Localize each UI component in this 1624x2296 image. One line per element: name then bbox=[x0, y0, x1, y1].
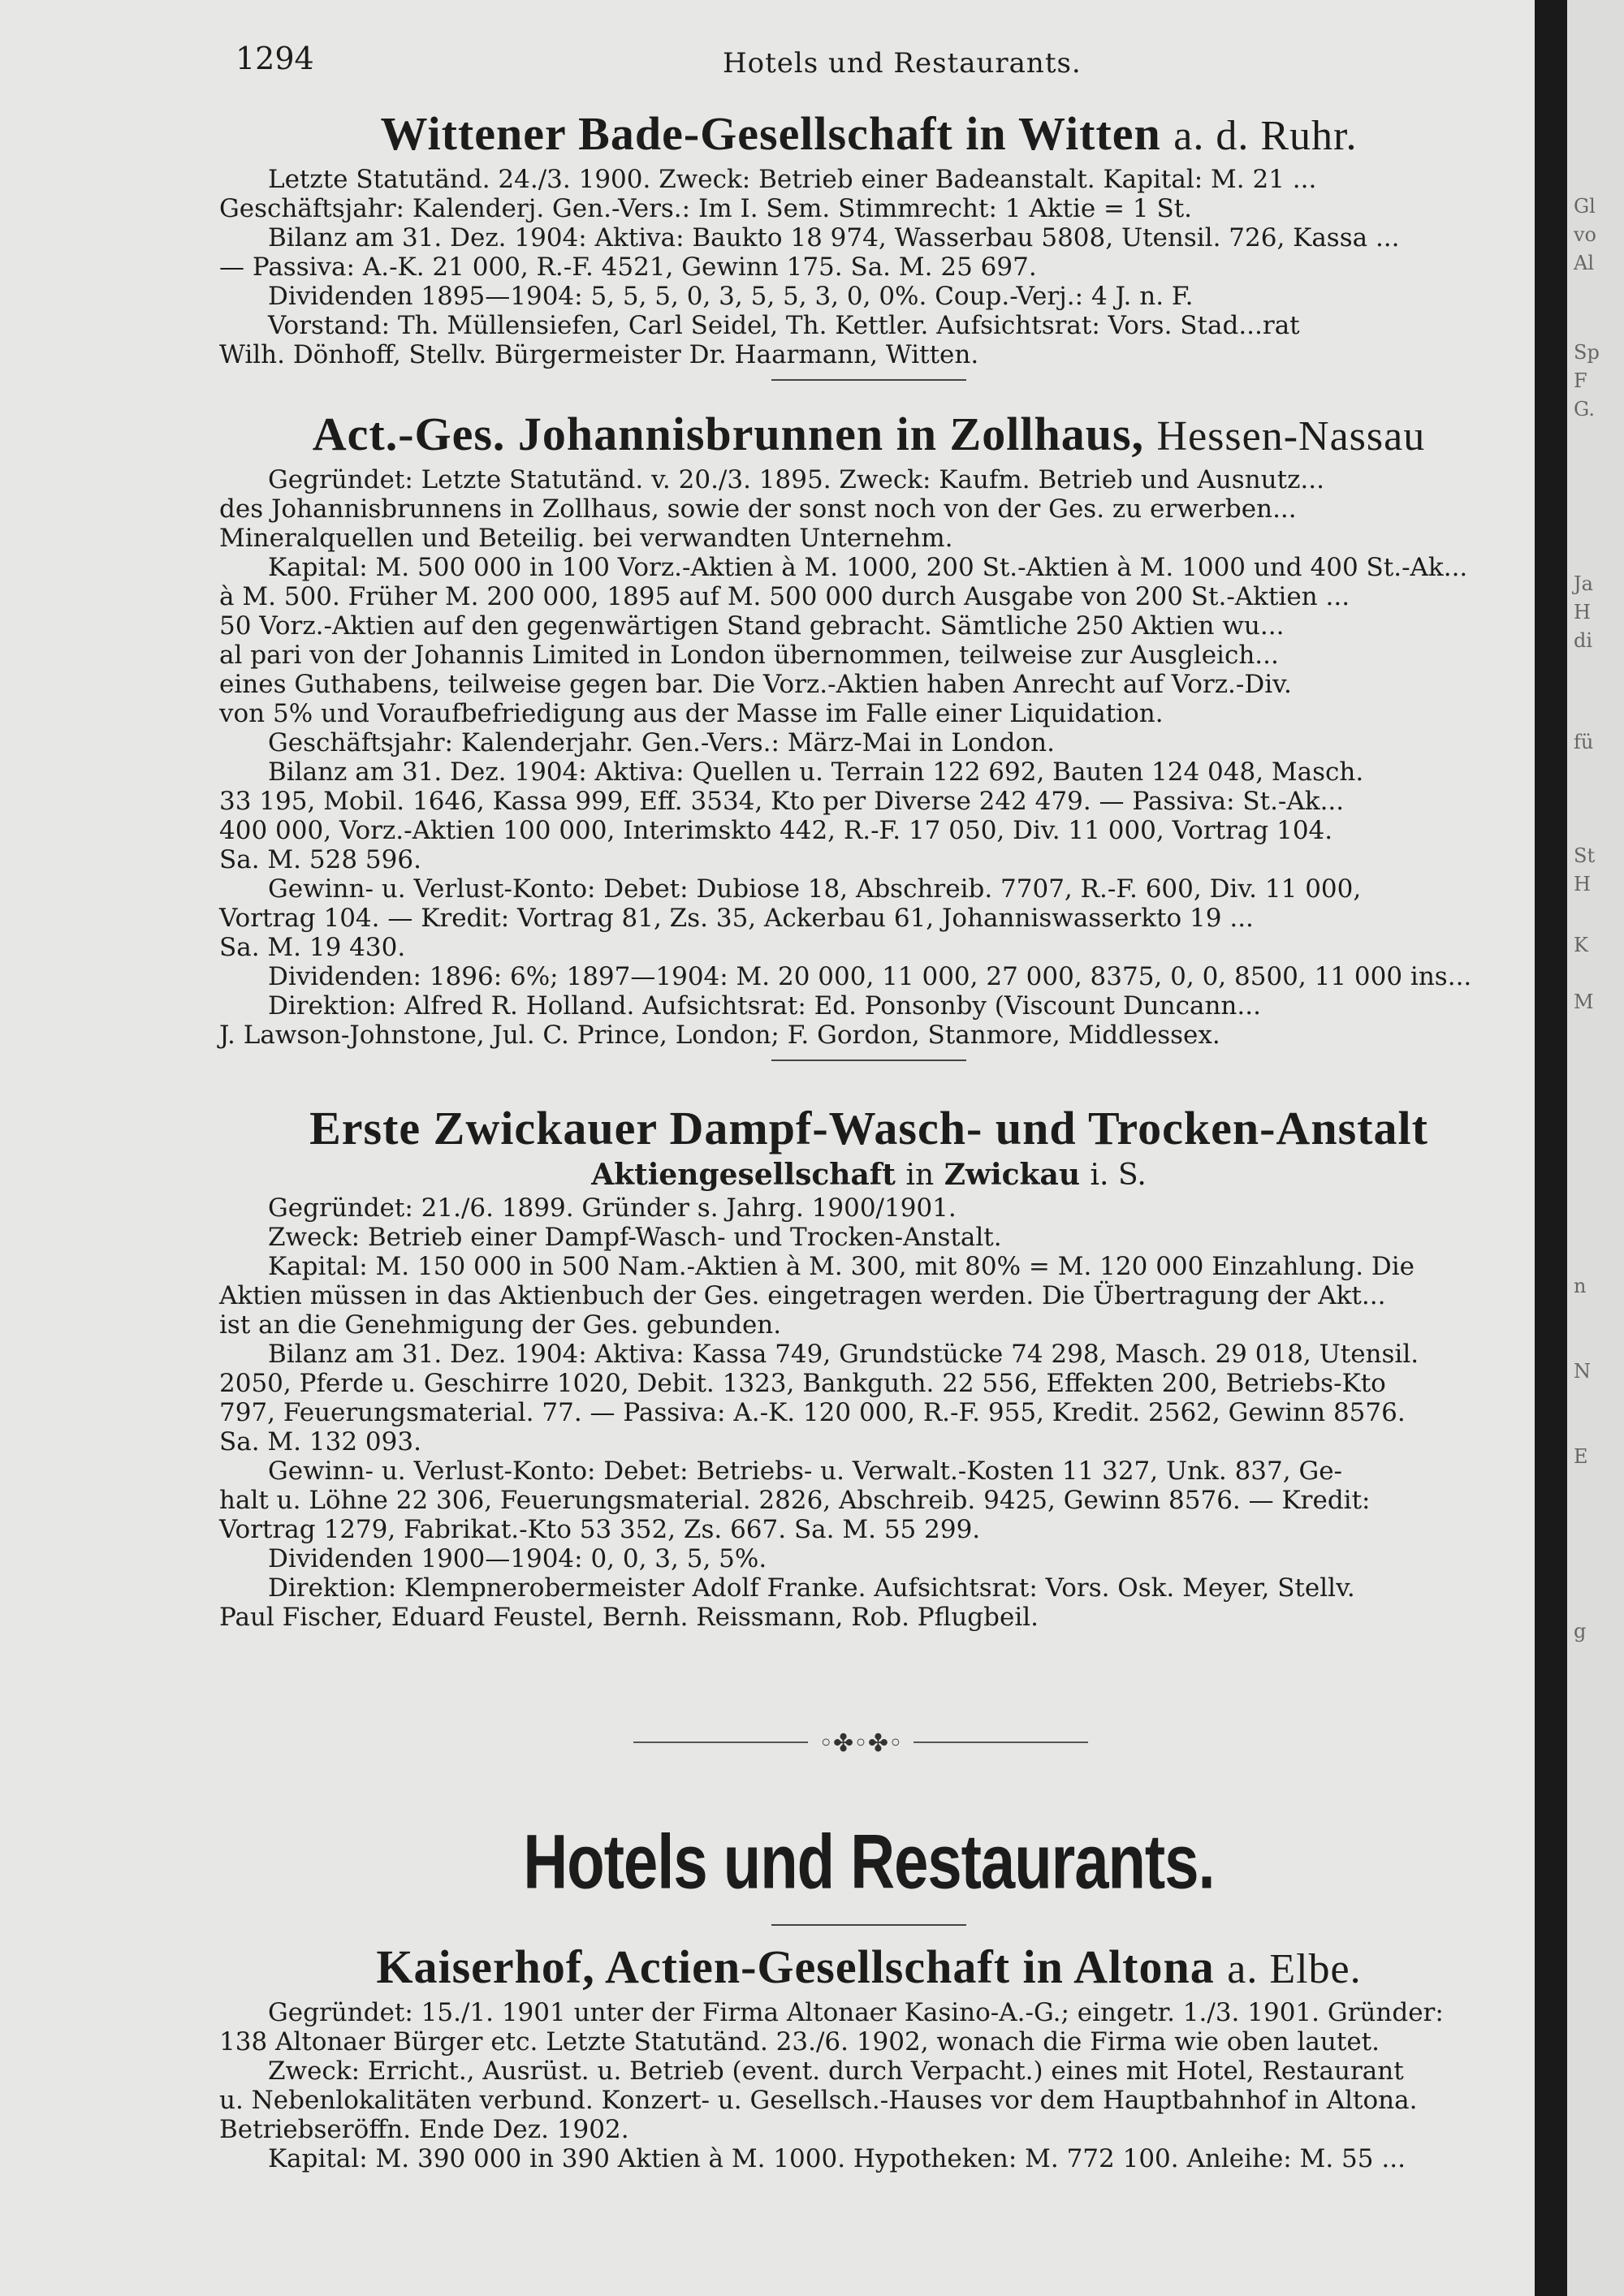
entry-line: Vortrag 1279, Fabrikat.-Kto 53 352, Zs. 667. Sa. M. 55 299. bbox=[219, 1515, 981, 1544]
section-divider bbox=[771, 379, 966, 381]
entry-line: Gegründet: Letzte Statutänd. v. 20./3. 1895. Zweck: Kaufm. Betrieb und Ausnutz... bbox=[268, 465, 1324, 494]
page-number: 1294 bbox=[235, 41, 314, 76]
entry-line: à M. 500. Früher M. 200 000, 1895 auf M. 500 000 durch Ausgabe von 200 St.-Aktien ... bbox=[219, 582, 1350, 611]
entry-line: Dividenden: 1896: 6%; 1897—1904: M. 20 000, 11 000, 27 000, 8375, 0, 0, 8500, 11 000 ins... bbox=[268, 962, 1472, 991]
entry-line: Direktion: Klempnerobermeister Adolf Franke. Aufsichtsrat: Vors. Osk. Meyer, Stellv. bbox=[268, 1573, 1355, 1603]
entry-line: Bilanz am 31. Dez. 1904: Aktiva: Quellen u. Terrain 122 692, Bauten 124 048, Masch. bbox=[268, 757, 1364, 787]
ornament-divider: ◦✤◦✤◦ bbox=[633, 1729, 1088, 1754]
entry-line: 50 Vorz.-Aktien auf den gegenwärtigen Stand gebracht. Sämtliche 250 Aktien wu... bbox=[219, 611, 1285, 641]
entry-title: Erste Zwickauer Dampf-Wasch- und Trocken-Anstalt bbox=[309, 1102, 1428, 1154]
entry-line: Kapital: M. 500 000 in 100 Vorz.-Aktien à M. 1000, 200 St.-Aktien à M. 1000 und 400 St.-Ak... bbox=[268, 553, 1468, 582]
entry-line: — Passiva: A.-K. 21 000, R.-F. 4521, Gewinn 175. Sa. M. 25 697. bbox=[219, 252, 1037, 282]
section-divider bbox=[771, 1060, 966, 1061]
entry-line: Vortrag 104. — Kredit: Vortrag 81, Zs. 35, Ackerbau 61, Johanniswasserkto 19 ... bbox=[219, 904, 1254, 933]
entry-line: al pari von der Johannis Limited in London übernommen, teilweise zur Ausgleich... bbox=[219, 641, 1279, 670]
entry-line: Dividenden 1895—1904: 5, 5, 5, 0, 3, 5, 5, 3, 0, 0%. Coup.-Verj.: 4 J. n. F. bbox=[268, 282, 1194, 311]
entry-line: ist an die Genehmigung der Ges. gebunden. bbox=[219, 1310, 782, 1340]
entry-line: Zweck: Erricht., Ausrüst. u. Betrieb (event. durch Verpacht.) eines mit Hotel, Restaurant bbox=[268, 2056, 1404, 2086]
entry-title: Kaiserhof, Actien-Gesellschaft in Altona a. Elbe. bbox=[376, 1940, 1362, 1993]
entry-line: Sa. M. 19 430. bbox=[219, 933, 406, 962]
entry-line: Sa. M. 132 093. bbox=[219, 1427, 421, 1457]
entry-line: Letzte Statutänd. 24./3. 1900. Zweck: Betrieb einer Badeanstalt. Kapital: M. 21 ... bbox=[268, 165, 1317, 194]
entry-zwickauer bbox=[219, 1100, 1518, 1632]
entry-title: Wittener Bade-Gesellschaft in Witten a. d. Ruhr. bbox=[380, 107, 1358, 160]
entry-line: 2050, Pferde u. Geschirre 1020, Debit. 1323, Bankguth. 22 556, Effekten 200, Betriebs-Kto bbox=[219, 1369, 1386, 1398]
entry-line: Bilanz am 31. Dez. 1904: Aktiva: Kassa 749, Grundstücke 74 298, Masch. 29 018, Utensil. bbox=[268, 1340, 1419, 1369]
entry-title: Act.-Ges. Johannisbrunnen in Zollhaus, Hessen-Nassau bbox=[312, 408, 1426, 460]
section-heading: Hotels und Restaurants. bbox=[523, 1819, 1215, 1905]
entry-line: Gegründet: 15./1. 1901 unter der Firma Altonaer Kasino-A.-G.; eingetr. 1./3. 1901. Gründer: bbox=[268, 1998, 1444, 2027]
page-header bbox=[235, 41, 1518, 89]
entry-line: Sa. M. 528 596. bbox=[219, 845, 421, 874]
entry-line: Aktien müssen in das Aktienbuch der Ges. eingetragen werden. Die Übertragung der Akt... bbox=[219, 1281, 1386, 1310]
entry-line: eines Guthabens, teilweise gegen bar. Die Vorz.-Aktien haben Anrecht auf Vorz.-Div. bbox=[219, 670, 1292, 699]
entry-line: des Johannisbrunnens in Zollhaus, sowie der sonst noch von der Ges. zu erwerben... bbox=[219, 494, 1297, 524]
entry-line: Kapital: M. 150 000 in 500 Nam.-Aktien à M. 300, mit 80% = M. 120 000 Einzahlung. Die bbox=[268, 1252, 1415, 1281]
entry-line: 138 Altonaer Bürger etc. Letzte Statutänd. 23./6. 1902, wonach die Firma wie oben lautet. bbox=[219, 2027, 1380, 2056]
entry-line: Direktion: Alfred R. Holland. Aufsichtsrat: Ed. Ponsonby (Viscount Duncann... bbox=[268, 991, 1261, 1021]
entry-line: Bilanz am 31. Dez. 1904: Aktiva: Baukto 18 974, Wasserbau 5808, Utensil. 726, Kassa ... bbox=[268, 223, 1400, 252]
entry-line: von 5% und Voraufbefriedigung aus der Masse im Falle einer Liquidation. bbox=[219, 699, 1164, 728]
book-spine-shadow bbox=[1535, 0, 1567, 2296]
adjacent-page-edge: Gl vo Al Sp F G. Ja H di fü St H K M n N E g bbox=[1567, 0, 1624, 2296]
entry-wittener bbox=[219, 106, 1518, 394]
entry-subtitle: Aktiengesellschaft in Zwickau i. S. bbox=[591, 1158, 1147, 1192]
entry-line: Zweck: Betrieb einer Dampf-Wasch- und Trocken-Anstalt. bbox=[268, 1223, 1002, 1252]
entry-line: Vorstand: Th. Müllensiefen, Carl Seidel, Th. Kettler. Aufsichtsrat: Vors. Stad...rat bbox=[268, 311, 1300, 340]
entry-line: 400 000, Vorz.-Aktien 100 000, Interimskto 442, R.-F. 17 050, Div. 11 000, Vortrag 104. bbox=[219, 816, 1333, 845]
entry-kaiserhof bbox=[219, 1924, 1518, 2173]
entry-line: halt u. Löhne 22 306, Feuerungsmaterial. 2826, Abschreib. 9425, Gewinn 8576. — Kredit: bbox=[219, 1486, 1371, 1515]
entry-line: Mineralquellen und Beteilig. bei verwandten Unternehm. bbox=[219, 524, 953, 553]
entry-line: Geschäftsjahr: Kalenderjahr. Gen.-Vers.: März-Mai in London. bbox=[268, 728, 1055, 757]
entry-line: u. Nebenlokalitäten verbund. Konzert- u. Gesellsch.-Hauses vor dem Hauptbahnhof in Altona. bbox=[219, 2086, 1418, 2115]
running-title: Hotels und Restaurants. bbox=[723, 47, 1082, 80]
entry-line: J. Lawson-Johnstone, Jul. C. Prince, London; F. Gordon, Stanmore, Middlessex. bbox=[219, 1021, 1220, 1050]
entry-line: Kapital: M. 390 000 in 390 Aktien à M. 1000. Hypotheken: M. 772 100. Anleihe: M. 55 ... bbox=[268, 2144, 1406, 2173]
entry-line: Gegründet: 21./6. 1899. Gründer s. Jahrg. 1900/1901. bbox=[268, 1193, 957, 1223]
entry-line: Paul Fischer, Eduard Feustel, Bernh. Reissmann, Rob. Pflugbeil. bbox=[219, 1603, 1039, 1632]
entry-line: Wilh. Dönhoff, Stellv. Bürgermeister Dr. Haarmann, Witten. bbox=[219, 340, 979, 369]
entry-line: 797, Feuerungsmaterial. 77. — Passiva: A.-K. 120 000, R.-F. 955, Kredit. 2562, Gewinn 8576. bbox=[219, 1398, 1406, 1427]
entry-line: Geschäftsjahr: Kalenderj. Gen.-Vers.: Im I. Sem. Stimmrecht: 1 Aktie = 1 St. bbox=[219, 194, 1193, 223]
section-divider bbox=[771, 1924, 966, 1926]
entry-line: Gewinn- u. Verlust-Konto: Debet: Betriebs- u. Verwalt.-Kosten 11 327, Unk. 837, Ge- bbox=[268, 1457, 1343, 1486]
entry-johannisbrunnen bbox=[219, 406, 1518, 1074]
entry-line: Betriebseröffn. Ende Dez. 1902. bbox=[219, 2115, 629, 2144]
entry-line: Gewinn- u. Verlust-Konto: Debet: Dubiose 18, Abschreib. 7707, R.-F. 600, Div. 11 000, bbox=[268, 874, 1362, 904]
entry-line: Dividenden 1900—1904: 0, 0, 3, 5, 5%. bbox=[268, 1544, 767, 1573]
entry-line: 33 195, Mobil. 1646, Kassa 999, Eff. 3534, Kto per Diverse 242 479. — Passiva: St.-Ak... bbox=[219, 787, 1345, 816]
